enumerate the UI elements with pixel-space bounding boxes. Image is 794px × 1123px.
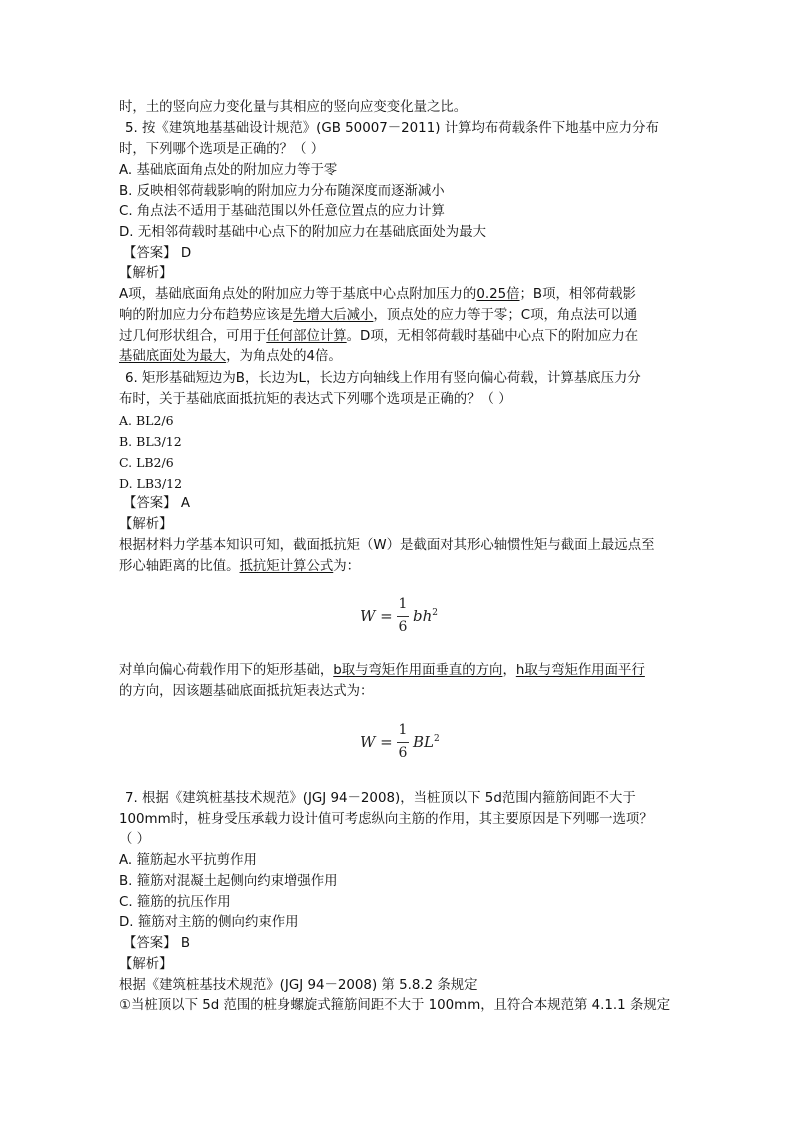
q6-analysis-line3 bbox=[119, 661, 645, 681]
q6-stem-line1: 6. 矩形基础短边为B，长边为L，长边方向轴线上作用有竖向偏心荷载，计算基底压力分 bbox=[125, 371, 641, 386]
q5-option-c: C. 角点法不适用于基础范围以外任意位置点的应力计算 bbox=[119, 204, 445, 219]
formula-denominator: 6 bbox=[398, 619, 408, 635]
formula-rhs: bh bbox=[413, 607, 433, 625]
q5-option-a: A. 基础底面角点处的附加应力等于零 bbox=[119, 163, 338, 178]
q7-option-b: B. 箍筋对混凝土起侧向约束增强作用 bbox=[119, 874, 338, 889]
text: ， bbox=[502, 663, 516, 678]
q6-answer: 【答案】 A bbox=[123, 496, 190, 511]
q6-analysis-label: 【解析】 bbox=[119, 517, 173, 532]
underlined-text: h取与弯矩作用面平行 bbox=[515, 663, 645, 678]
q6-analysis-line2 bbox=[119, 557, 360, 577]
text: 响的附加应力分布趋势应该是 bbox=[119, 308, 294, 323]
underlined-text: 先增大后减小 bbox=[293, 308, 374, 323]
q5-analysis-label: 【解析】 bbox=[119, 266, 173, 281]
q5-option-b: B. 反映相邻荷载影响的附加应力分布随深度而逐渐减小 bbox=[119, 184, 445, 199]
q5-option-d: D. 无相邻荷载时基础中心点下的附加应力在基础底面处为最大 bbox=[119, 225, 486, 240]
q6-option-c: C. LB2/6 bbox=[119, 455, 174, 470]
q7-analysis-label: 【解析】 bbox=[119, 957, 173, 972]
text: 。D项，无相邻荷载时基础中心点下的附加应力在 bbox=[346, 329, 639, 344]
text: 形心轴距离的比值。 bbox=[119, 559, 240, 574]
text: A项，基础底面角点处的附加应力等于基底中心点附加压力的 bbox=[119, 287, 477, 302]
formula-exponent: 2 bbox=[433, 734, 440, 744]
text: 对单向偏心荷载作用下的矩形基础， bbox=[119, 663, 334, 678]
q7-stem-line1: 7. 根据《建筑桩基技术规范》(JGJ 94－2008)，当桩顶以下 5d范围内箍筋间距不大于 bbox=[125, 791, 636, 806]
formula-bl2 bbox=[355, 722, 465, 772]
text: 过几何形状组合，可用于 bbox=[119, 329, 267, 344]
formula-numerator: 1 bbox=[398, 596, 408, 612]
q7-stem-line3: （ ） bbox=[119, 832, 151, 847]
q6-analysis-line1: 根据材料力学基本知识可知，截面抵抗矩（W）是截面对其形心轴惯性矩与截面上最远点至 bbox=[119, 538, 655, 553]
formula-lhs: W = bbox=[360, 607, 393, 625]
q5-stem-line2: 时，下列哪个选项是正确的？（ ） bbox=[119, 142, 325, 157]
underlined-text: 抵抗矩计算公式 bbox=[239, 559, 334, 574]
formula-exponent: 2 bbox=[432, 608, 438, 618]
q5-stem-line1: 5. 按《建筑地基基础设计规范》(GB 50007－2011) 计算均布荷载条件下地基中应力分布 bbox=[125, 121, 659, 136]
fraction-bar bbox=[397, 742, 409, 743]
q7-stem-line2: 100mm时，桩身受压承载力设计值可考虑纵向主筋的作用，其主要原因是下列哪一选项？ bbox=[119, 812, 653, 827]
q7-analysis-line2: ①当桩顶以下 5d 范围的桩身螺旋式箍筋间距不大于 100mm，且符合本规范第 4.1.1 条规定 bbox=[119, 998, 671, 1013]
fraction-bar bbox=[397, 616, 409, 617]
q6-option-d: D. LB3/12 bbox=[119, 476, 183, 491]
text: ，为角点处的4倍。 bbox=[226, 349, 342, 364]
text: 为： bbox=[333, 559, 361, 574]
q7-option-a: A. 箍筋起水平抗剪作用 bbox=[119, 853, 257, 868]
q5-answer: 【答案】 D bbox=[123, 246, 192, 261]
intro-line: 时，土的竖向应力变化量与其相应的竖向应变变化量之比。 bbox=[119, 100, 468, 115]
underlined-text: 任何部位计算 bbox=[266, 329, 347, 344]
q6-stem-line2: 布时，关于基础底面抵抗矩的表达式下列哪个选项是正确的？（ ） bbox=[119, 392, 512, 407]
formula-bh2 bbox=[355, 596, 465, 646]
q7-option-d: D. 箍筋对主筋的侧向约束作用 bbox=[119, 915, 299, 930]
q7-answer: 【答案】 B bbox=[123, 936, 191, 951]
q5-analysis-line2 bbox=[119, 306, 637, 326]
underlined-text: 0.25倍 bbox=[476, 287, 520, 302]
formula-denominator: 6 bbox=[398, 745, 408, 761]
text: ；B项，相邻荷载影 bbox=[519, 287, 636, 302]
formula-rhs: BL bbox=[413, 733, 434, 751]
q6-option-a: A. BL2/6 bbox=[119, 413, 174, 428]
formula-numerator: 1 bbox=[398, 722, 408, 738]
q6-option-b: B. BL3/12 bbox=[119, 434, 182, 449]
q6-analysis-line4: 的方向，因该题基础底面抵抗矩表达式为： bbox=[119, 684, 374, 699]
q5-analysis-line1 bbox=[119, 285, 636, 305]
text: ，顶点处的应力等于零；C项，角点法可以通 bbox=[373, 308, 638, 323]
formula-lhs: W = bbox=[360, 733, 393, 751]
underlined-text: 基础底面处为最大 bbox=[119, 349, 227, 364]
q7-analysis-line1: 根据《建筑桩基技术规范》(JGJ 94－2008) 第 5.8.2 条规定 bbox=[119, 978, 478, 993]
underlined-text: b取与弯矩作用面垂直的方向 bbox=[333, 663, 503, 678]
q5-analysis-line4 bbox=[119, 347, 342, 367]
q5-analysis-line3 bbox=[119, 327, 638, 347]
q7-option-c: C. 箍筋的抗压作用 bbox=[119, 895, 231, 910]
